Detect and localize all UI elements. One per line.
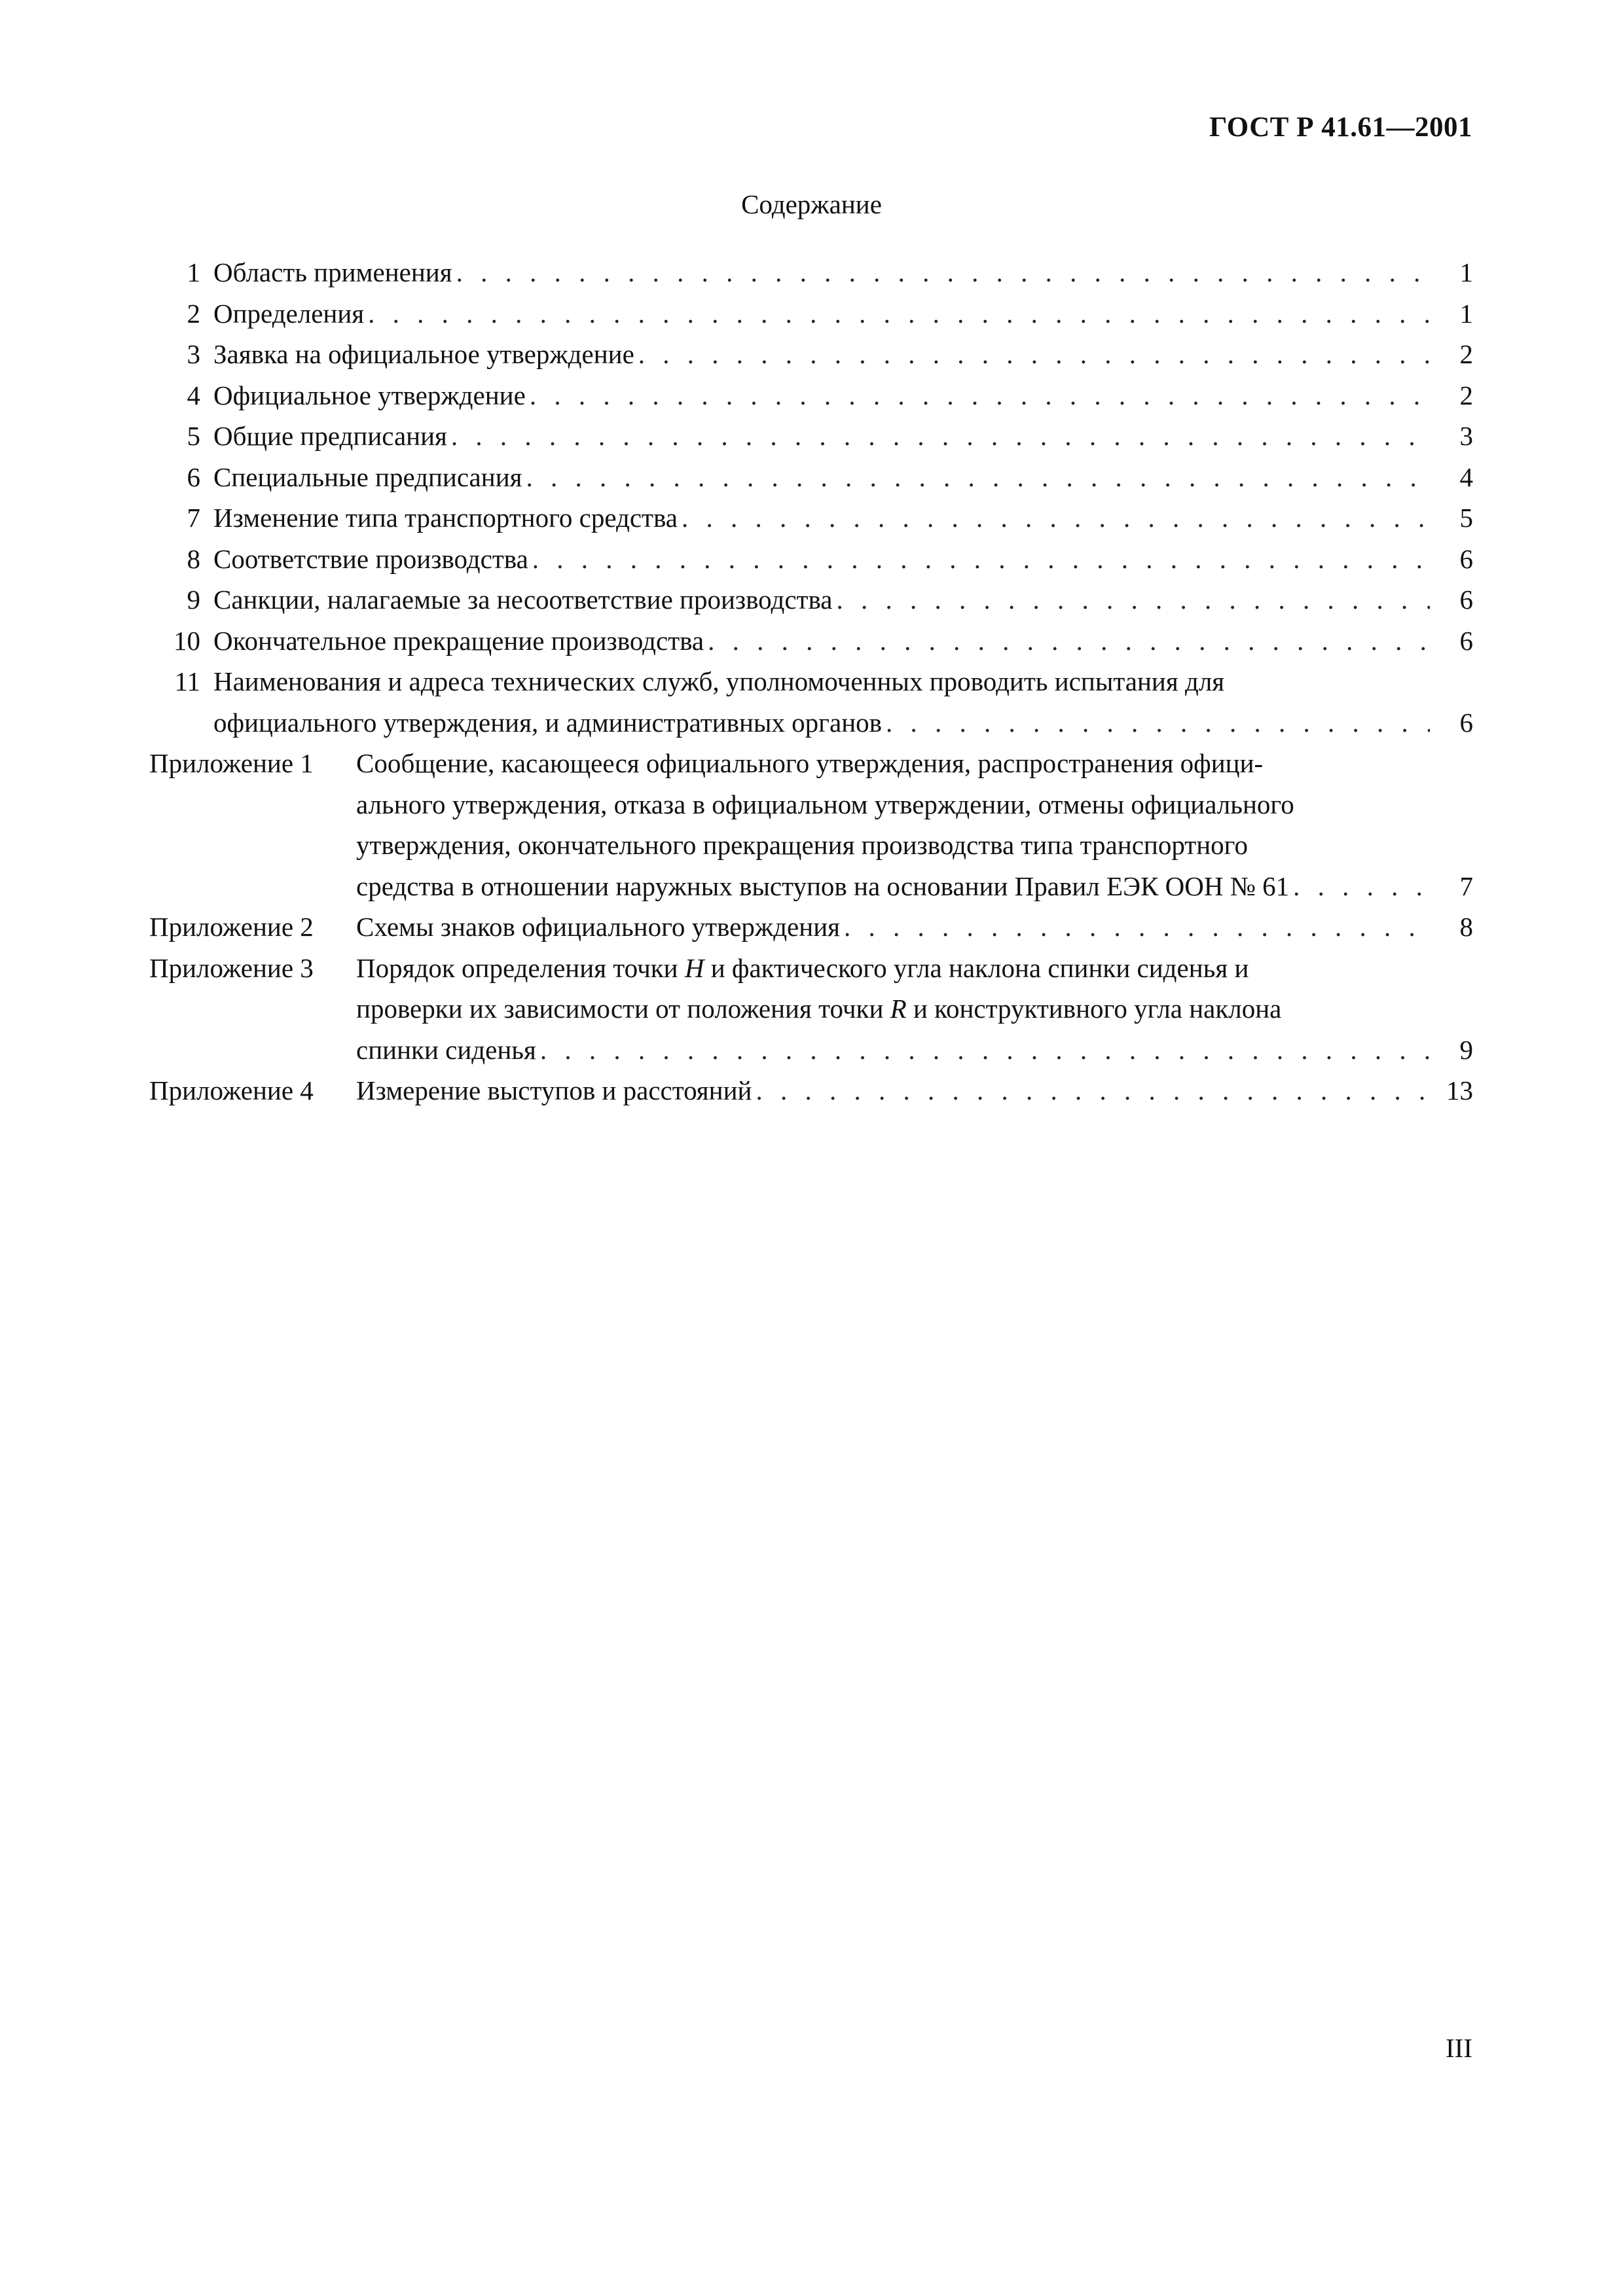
point-r-variable: R: [890, 994, 907, 1024]
dot-leader: [832, 579, 1430, 620]
table-of-contents: [149, 252, 1473, 1111]
toc-entry-number: 10: [173, 625, 200, 656]
appendix-label: Приложение 2: [149, 912, 314, 942]
toc-entry-page: 4: [1459, 461, 1473, 492]
appendix-page: 9: [1459, 1034, 1473, 1065]
dot-leader: [528, 539, 1430, 580]
toc-entry-number: 4: [187, 380, 200, 410]
toc-entry-page: 6: [1459, 584, 1473, 615]
toc-entry-title: Область применения: [213, 257, 452, 287]
dot-leader: [447, 416, 1430, 457]
appendix-title-line: утверждения, окончательного прекращения производства типа транспортного: [356, 830, 1248, 860]
toc-entry-title: Определения: [213, 298, 365, 329]
toc-entry-title: Специальные предписания: [213, 461, 522, 492]
appendix-title-line: спинки сиденья: [356, 1034, 536, 1065]
toc-entry-2[interactable]: [155, 293, 1473, 334]
toc-entry-number: 3: [187, 339, 200, 369]
toc-entry-title: Изменение типа транспортного средства: [213, 503, 678, 533]
toc-entry-page: 6: [1459, 707, 1473, 738]
appendix-page: 8: [1459, 912, 1473, 942]
dot-leader: [526, 375, 1430, 416]
dot-leader: [364, 293, 1430, 334]
appendix-label: Приложение 3: [149, 952, 314, 983]
toc-entry-3[interactable]: [155, 334, 1473, 375]
appendix-label: Приложение 4: [149, 1075, 314, 1105]
appendix-page: 7: [1459, 870, 1473, 901]
toc-entry-number: 5: [187, 421, 200, 451]
toc-entry-page: 1: [1459, 298, 1473, 329]
toc-entry-page: 2: [1459, 339, 1473, 369]
toc-entry-title-line: официального утверждения, и административных органов: [213, 707, 882, 738]
dot-leader: [536, 1030, 1430, 1071]
toc-entry-number: 2: [187, 298, 200, 329]
toc-entry-page: 1: [1459, 257, 1473, 287]
point-h-variable: H: [684, 952, 704, 983]
appendix-label: Приложение 1: [149, 748, 314, 778]
toc-entry-6[interactable]: [155, 457, 1473, 498]
dot-leader: [840, 906, 1430, 948]
toc-entry-title: Санкции, налагаемые за несоответствие производства: [213, 584, 833, 615]
dot-leader: [522, 457, 1431, 498]
toc-entry-number: 1: [187, 257, 200, 287]
dot-leader: [678, 497, 1430, 539]
toc-entry-7[interactable]: [155, 497, 1473, 539]
toc-entry-title: Заявка на официальное утверждение: [213, 339, 634, 369]
toc-entry-page: 6: [1459, 625, 1473, 656]
dot-leader: [634, 334, 1430, 375]
toc-entry-title: Общие предписания: [213, 421, 447, 451]
toc-entry-number: 6: [187, 461, 200, 492]
toc-entry-5[interactable]: [155, 416, 1473, 457]
appendix-title-line: средства в отношении наружных выступов на основании Правил ЕЭК ООН № 61: [356, 870, 1290, 901]
dot-leader: [452, 252, 1430, 293]
toc-entry-number: 8: [187, 543, 200, 574]
toc-entry-title: Окончательное прекращение производства: [213, 625, 704, 656]
dot-leader: [882, 702, 1430, 744]
dot-leader: [752, 1070, 1431, 1111]
document-code: ГОСТ Р 41.61—2001: [1209, 112, 1472, 143]
toc-entry-page: 2: [1459, 380, 1473, 410]
toc-entry-title: Соответствие производства: [213, 543, 528, 574]
page-number: III: [1446, 2033, 1472, 2063]
toc-entry-number: 7: [187, 503, 200, 533]
toc-entry-number: 11: [174, 666, 200, 696]
toc-appendix-4[interactable]: [149, 1070, 1473, 1111]
toc-entry-1[interactable]: [155, 252, 1473, 293]
toc-appendix-2[interactable]: [149, 906, 1473, 948]
toc-appendix-3[interactable]: [149, 948, 1473, 1071]
appendix-page: 13: [1446, 1075, 1473, 1105]
toc-entry-title-line: Наименования и адреса технических служб, уполномоченных проводить испытания для: [213, 666, 1225, 696]
toc-entry-10[interactable]: [155, 620, 1473, 662]
dot-leader: [704, 620, 1430, 662]
appendix-title-line: проверки их зависимости от положения точки R и конструктивного угла наклона: [356, 994, 1282, 1024]
toc-entry-number: 9: [187, 584, 200, 615]
toc-entry-11[interactable]: [155, 661, 1473, 743]
appendix-title-line: Порядок определения точки H и фактического угла наклона спинки сиденья и: [356, 952, 1249, 983]
toc-title: Содержание: [741, 189, 882, 219]
toc-entry-4[interactable]: [155, 375, 1473, 416]
appendix-title-line: Сообщение, касающееся официального утверждения, распространения офици-: [356, 748, 1264, 778]
toc-entry-page: 3: [1459, 421, 1473, 451]
toc-entry-title: Официальное утверждение: [213, 380, 526, 410]
toc-appendix-1[interactable]: [149, 743, 1473, 906]
toc-entry-9[interactable]: [155, 579, 1473, 620]
toc-entry-8[interactable]: [155, 539, 1473, 580]
toc-entry-page: 6: [1459, 543, 1473, 574]
toc-entry-page: 5: [1459, 503, 1473, 533]
appendix-title-line: ального утверждения, отказа в официальном утверждении, отмены официального: [356, 789, 1294, 819]
appendix-title-line: Измерение выступов и расстояний: [356, 1075, 752, 1105]
dot-leader: [1289, 866, 1430, 907]
appendix-title-line: Схемы знаков официального утверждения: [356, 912, 841, 942]
